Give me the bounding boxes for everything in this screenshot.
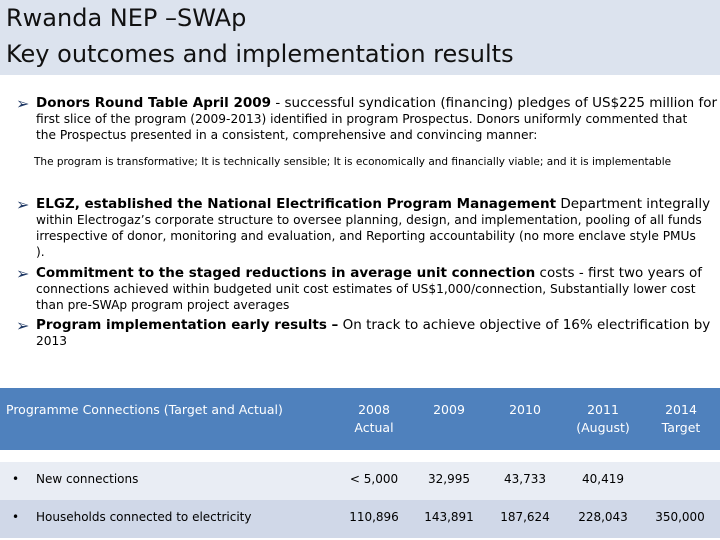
table-header-row <box>0 388 720 450</box>
bullet-3-heading: Commitment to the staged reductions in average unit connection costs - first two years of <box>36 265 703 281</box>
bullet-3-body: connections achieved within budgeted unit cost estimates of US$1,000/connection, Substantially lower cost than pre-SWAp program project averages <box>36 282 696 312</box>
cell-2008: 110,896 <box>349 510 399 524</box>
table-row <box>0 462 720 500</box>
cell-2011: 40,419 <box>582 472 624 486</box>
cell-2011: 228,043 <box>578 510 628 524</box>
slide-title-line-1: Rwanda NEP –SWAp <box>6 4 247 32</box>
bullet-2-body: within Electrogaz’s corporate structure to oversee planning, design, and implementation, pooling of all funds irrespective of donor, monitoring and evaluation, and Reporting accountability (no more enclave style PMUs ). <box>36 213 702 259</box>
cell-2014: 350,000 <box>655 510 705 524</box>
cell-2010: 43,733 <box>504 472 546 486</box>
table-row <box>0 500 720 538</box>
table-header-label: Programme Connections (Target and Actual) <box>6 402 283 417</box>
table-header-2010: 2010 <box>509 402 541 417</box>
row-label: Households connected to electricity <box>36 510 252 524</box>
table-header-2009: 2009 <box>433 402 465 417</box>
bullet-2-heading: ELGZ, established the National Electrification Program Management Department integrally <box>36 196 711 212</box>
row-label: New connections <box>36 472 139 486</box>
row-bullet: • <box>12 510 20 524</box>
connections-table <box>0 388 720 540</box>
bullet-1-body: first slice of the program (2009-2013) identified in program Prospectus. Donors uniformly commented that the Prospectus presented in a consistent, comprehensive and convincing manner: <box>36 112 688 142</box>
table-header-2011: 2011 (August) <box>576 402 630 435</box>
row-bullet: • <box>12 472 20 486</box>
table-header-2008: 2008 Actual <box>354 402 394 435</box>
arrow-bullet-icon: ➢ <box>16 94 30 113</box>
cell-2009: 143,891 <box>424 510 474 524</box>
bullet-4-body: 2013 <box>36 334 68 348</box>
arrow-bullet-icon: ➢ <box>16 316 30 335</box>
arrow-bullet-icon: ➢ <box>16 264 30 283</box>
program-assessment-note: The program is transformative; It is technically sensible; It is economically and financially viable; and it is implementable <box>34 156 672 168</box>
cell-2009: 32,995 <box>428 472 470 486</box>
arrow-bullet-icon: ➢ <box>16 195 30 214</box>
table-header-2014: 2014 Target <box>661 402 701 435</box>
bullet-4-heading: Program implementation early results – On track to achieve objective of 16% electrification by <box>36 317 711 333</box>
cell-2010: 187,624 <box>500 510 550 524</box>
title-bar <box>0 0 720 75</box>
cell-2008: < 5,000 <box>349 472 399 486</box>
slide-title-line-2: Key outcomes and implementation results <box>6 40 514 68</box>
bullet-1-heading: Donors Round Table April 2009 - successful syndication (financing) pledges of US$225 million for <box>36 95 718 111</box>
